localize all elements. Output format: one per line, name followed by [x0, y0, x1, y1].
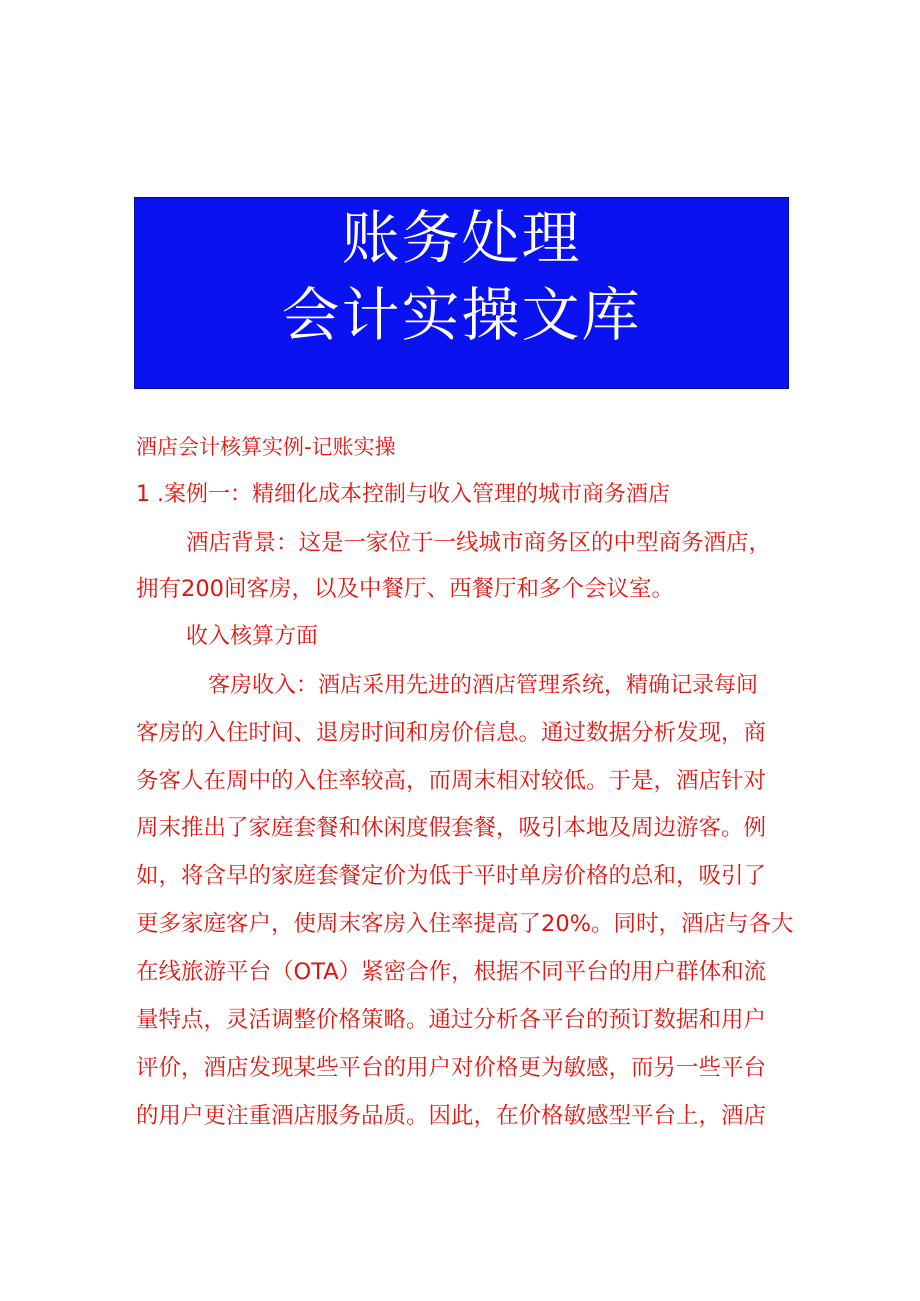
paragraph-line: 的用户更注重酒店服务品质。因此，在价格敏感型平台上，酒店 [136, 1103, 767, 1129]
document-title: 酒店会计核算实例-记账实操 [136, 435, 396, 459]
background-line: 酒店背景：这是一家位于一线城市商务区的中型商务酒店， [186, 530, 772, 556]
paragraph-line: 客房收入：酒店采用先进的酒店管理系统，精确记录每间 [208, 673, 759, 698]
paragraph-line: 务客人在周中的入住率较高，而周末相对较低。于是，酒店针对 [136, 768, 767, 794]
paragraph-line: 客房的入住时间、退房时间和房价信息。通过数据分析发现，商 [136, 720, 767, 746]
paragraph-line: 量特点，灵活调整价格策略。通过分析各平台的预订数据和用户 [136, 1007, 767, 1033]
background-line: 拥有200间客房，以及中餐厅、西餐厅和多个会议室。 [136, 576, 674, 602]
paragraph-line: 在线旅游平台（OTA）紧密合作，根据不同平台的用户群体和流 [136, 959, 767, 985]
case-heading: 1 .案例一：精细化成本控制与收入管理的城市商务酒店 [136, 482, 670, 507]
title-banner [134, 197, 789, 389]
paragraph-line: 评价，酒店发现某些平台的用户对价格更为敏感，而另一些平台 [136, 1055, 767, 1081]
paragraph-line: 周末推出了家庭套餐和休闲度假套餐，吸引本地及周边游客。例 [136, 815, 767, 841]
banner-title-line-2: 会计实操文库 [281, 281, 642, 349]
paragraph-line: 如，将含早的家庭套餐定价为低于平时单房价格的总和，吸引了 [136, 863, 767, 889]
banner-title-line-1: 账务处理 [341, 204, 582, 272]
paragraph-line: 更多家庭客户，使周末客房入住率提高了20%。同时，酒店与各大 [136, 911, 794, 937]
section-heading: 收入核算方面 [186, 624, 319, 649]
